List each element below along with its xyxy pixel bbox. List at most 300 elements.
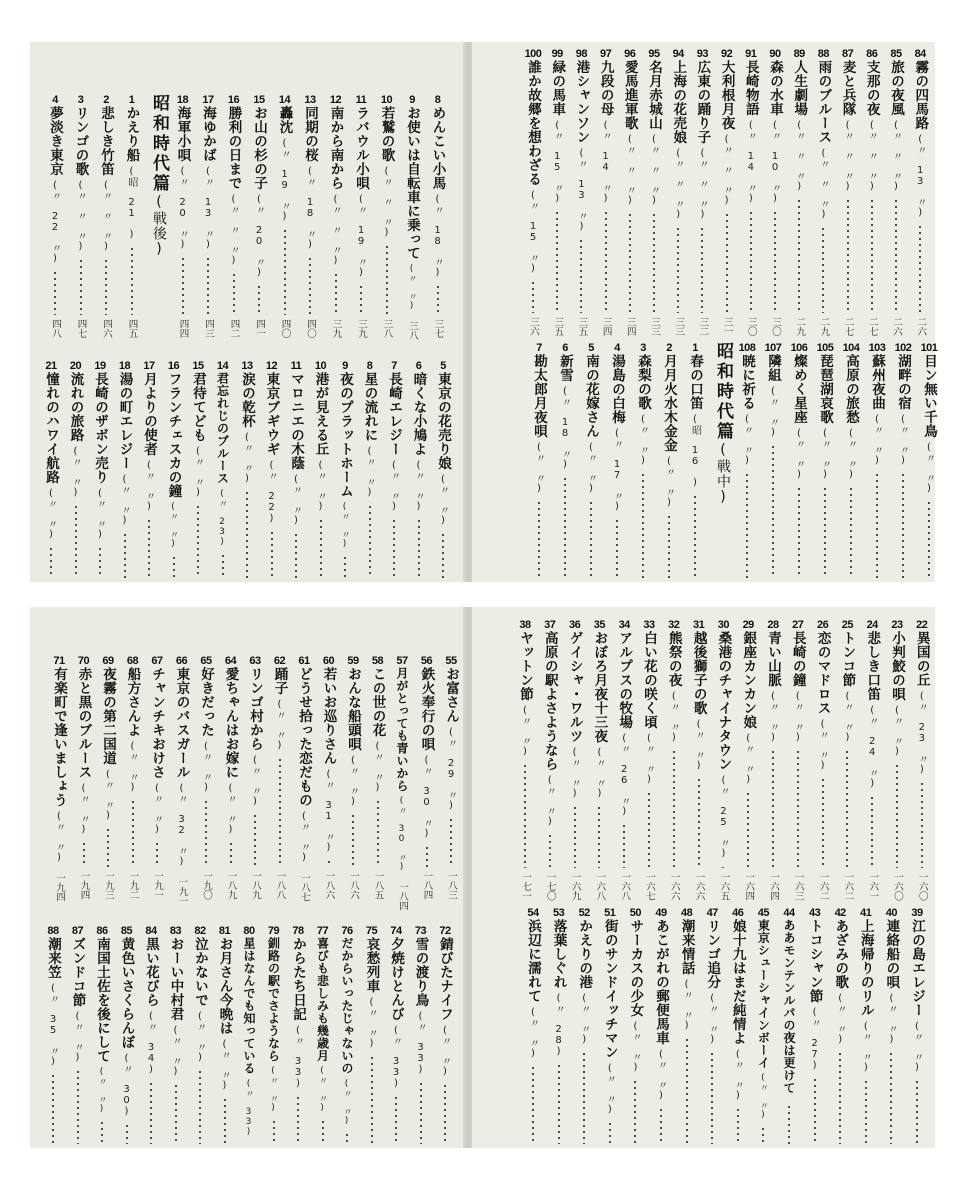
dot-leader	[377, 799, 379, 867]
entry-title: 港が見える丘	[312, 372, 329, 456]
entry-title: 小判鮫の唄	[889, 631, 905, 701]
entry-title: おんな船頭唄	[345, 667, 361, 751]
entry-page-number: 四一	[254, 319, 265, 338]
entry-number: 8	[366, 360, 373, 372]
entry-page-number: 一六二	[817, 871, 829, 900]
dot-leader	[101, 1120, 103, 1144]
entry-number: 68	[126, 655, 139, 667]
entry-number: 2	[103, 94, 109, 106]
entry-year: (〃 〃)	[767, 691, 779, 743]
dot-leader	[344, 555, 346, 578]
entry-number: 26	[816, 619, 829, 631]
toc-entry	[140, 925, 162, 1148]
entry-year: (〃 23 〃)	[916, 691, 928, 775]
dot-leader	[921, 781, 923, 868]
entry-number: 72	[439, 925, 451, 937]
entry-title: 黄色いさくらんぼ	[118, 937, 135, 1049]
entry-number: 27	[792, 619, 804, 631]
left-page	[30, 607, 466, 1148]
toc-entry	[432, 360, 454, 582]
entry-number: 88	[47, 925, 59, 937]
toc-entry	[546, 48, 568, 340]
entry-page-number: 四三	[203, 319, 214, 338]
toc-entry	[408, 360, 430, 582]
toc-entry	[840, 342, 862, 582]
entry-number: 25	[841, 619, 854, 631]
entry-year: (〃 〃)	[151, 783, 163, 835]
toc-entry	[40, 360, 62, 582]
entry-title: どうせ拾った恋だもの	[296, 667, 312, 807]
dot-leader	[271, 530, 273, 578]
section-heading	[146, 94, 172, 258]
entry-year: (〃 〃)	[78, 783, 89, 835]
entry-number: 6	[415, 360, 422, 372]
entry-title: 長崎のザボン売り	[92, 372, 108, 484]
entry-number: 50	[629, 907, 642, 919]
toc-entry	[788, 342, 810, 582]
toc-entry	[391, 655, 413, 911]
toc-entry	[236, 360, 258, 582]
entry-number: 14	[216, 360, 229, 372]
toc-entry	[385, 925, 407, 1148]
entry-title: 海軍小唄	[174, 106, 191, 162]
entry-title: この世の花	[369, 667, 386, 737]
entry-year: (〃 〃)	[891, 705, 903, 757]
entry-year: (〃 〃)	[290, 474, 302, 526]
toc-entry	[163, 360, 185, 582]
toc-entry	[336, 925, 358, 1148]
entry-year: (〃 26 〃)	[618, 733, 630, 817]
toc-entry	[554, 342, 576, 582]
entry-title: トンコ節	[839, 631, 856, 687]
dot-leader	[444, 1083, 446, 1144]
entry-page-number: 一六〇	[916, 871, 928, 900]
entry-page-number: 一六一	[867, 871, 879, 900]
entry-title: 隣組	[765, 354, 781, 382]
toc-entry	[632, 342, 654, 582]
entry-title: 同期の桜	[302, 106, 318, 162]
toc-entry	[740, 48, 762, 340]
entry-title: 恋のマドロス	[814, 631, 831, 715]
entry-title: 涙の乾杯	[239, 372, 255, 428]
entry-year: (〃 〃)	[72, 1011, 83, 1063]
entry-page-number: 一七一	[520, 871, 531, 900]
entry-year: (〃 〃)	[663, 456, 675, 508]
toc-entry	[410, 925, 432, 1148]
entry-year: (〃 〃)	[741, 414, 753, 466]
entry-year: (〃 〃)	[911, 1021, 923, 1073]
toc-entry	[274, 94, 296, 342]
toc-entry	[861, 619, 883, 904]
dot-leader	[673, 749, 675, 868]
entry-page-number: 一七〇	[544, 871, 556, 900]
toc-entry	[906, 907, 928, 1148]
entry-number: 103	[868, 342, 886, 354]
entry-year: (〃 15 〃)	[527, 190, 539, 274]
left-page	[30, 42, 466, 582]
toc-entry	[762, 619, 784, 904]
entry-number: 1	[128, 94, 135, 106]
entry-number: 52	[578, 907, 590, 919]
entry-title: 君忘れじのブルース	[215, 372, 230, 485]
dot-leader	[814, 1077, 816, 1144]
dot-leader	[711, 1051, 713, 1144]
entry-page-number: 三九	[356, 319, 367, 338]
dot-leader	[395, 1095, 397, 1144]
entry-year: (〃 29 〃)	[445, 727, 457, 811]
entry-title: 赤と黒のブルース	[75, 667, 92, 779]
dot-leader	[902, 472, 904, 578]
entry-year: (〃 14 〃)	[745, 120, 757, 204]
entry-page-number: 一六七	[644, 871, 655, 900]
toc-entry	[667, 48, 689, 340]
dot-leader	[254, 813, 256, 867]
dot-leader	[150, 1081, 152, 1144]
dot-leader	[686, 1037, 688, 1144]
dot-leader	[876, 472, 878, 578]
dot-leader	[126, 1123, 128, 1144]
entry-year: (〃 22)	[266, 460, 277, 524]
entry-number: 65	[200, 655, 212, 667]
dot-leader	[75, 504, 77, 578]
entry-year: (〃 〃)	[315, 460, 326, 512]
entry-number: 34	[618, 619, 630, 631]
toc-entry	[293, 655, 315, 903]
dot-leader	[295, 532, 297, 578]
entry-number: 9	[409, 94, 415, 106]
dot-leader	[746, 472, 748, 578]
entry-year: (〃 〃)	[249, 755, 261, 807]
entry-number: 94	[672, 48, 684, 60]
entry-page-number: 一八三	[446, 870, 457, 899]
entry-title: お山の杉の子	[251, 106, 267, 190]
entry-year: (〃 〃 〃)	[330, 194, 341, 266]
dot-leader	[846, 749, 848, 868]
entry-year: (〃 〃)	[643, 733, 655, 785]
entry-number: 10	[314, 360, 327, 372]
toc-entry	[299, 94, 321, 342]
toc-entry	[886, 619, 908, 904]
book-spread	[30, 42, 938, 582]
dot-leader	[798, 198, 800, 313]
entry-number: 4	[614, 342, 620, 354]
entry-title: 港シャンソン	[573, 60, 590, 144]
entry-page-number: 一六四	[743, 871, 755, 900]
dot-leader	[233, 272, 235, 315]
entry-year: (〃 〃)	[341, 1078, 352, 1126]
entry-title: 雨のブルース	[815, 60, 832, 144]
entry-number: 30	[717, 619, 730, 631]
toc-entry	[367, 655, 389, 903]
toc-entry	[138, 360, 160, 582]
toc-entry	[342, 655, 364, 903]
entry-year: (〃 24 〃)	[866, 705, 878, 789]
entry-number: 38	[519, 619, 531, 631]
entry-number: 1	[692, 342, 698, 354]
entry-year: (〃 〃)	[219, 1039, 230, 1091]
entry-title: 燦めく星座	[791, 354, 807, 424]
entry-page-number: 一六六	[668, 871, 680, 900]
dot-leader	[660, 1107, 662, 1144]
entry-number: 31	[692, 619, 705, 631]
dot-leader	[124, 532, 126, 578]
toc-entry	[814, 342, 836, 582]
toc-entry	[89, 360, 111, 582]
entry-year: (〃 33)	[243, 1078, 254, 1137]
dot-leader	[420, 1081, 422, 1144]
entry-number: 8	[434, 94, 441, 106]
entry-title: 東京シューシャインボーイ	[756, 919, 771, 1069]
entry-title: 暗くな小鳩よ	[410, 372, 427, 456]
entry-title: リンゴ追分	[704, 919, 721, 989]
entry-year: (〃 18 〃)	[432, 194, 443, 278]
entry-title: あざみの歌	[832, 919, 849, 989]
entry-number: 48	[680, 907, 693, 919]
entry-title: 霧の四馬路	[912, 60, 929, 130]
entry-title: 夢淡き東京	[47, 106, 63, 176]
entry-number: 49	[655, 907, 667, 919]
dot-leader	[698, 777, 700, 868]
dot-leader	[847, 198, 849, 313]
entry-number: 11	[290, 360, 302, 372]
entry-title: 哀愁列車	[363, 937, 380, 993]
entry-title: 広東の踊り子	[694, 60, 711, 144]
dot-leader	[442, 532, 444, 578]
toc-entry	[212, 360, 234, 582]
entry-number: 57	[396, 655, 408, 667]
entry-title: 高原の駅よさようなら	[541, 631, 558, 771]
entry-year: (〃 〃 〃)	[721, 134, 733, 206]
entry-title: 江の島エレジー	[909, 919, 925, 1017]
toc-entry	[737, 619, 759, 904]
entry-title: 愛ちゃんはお嫁に	[222, 667, 239, 779]
dot-leader	[77, 1069, 79, 1144]
entry-number: 98	[575, 48, 588, 60]
entry-year: (〃 〃)	[834, 993, 846, 1045]
entry-number: 95	[648, 48, 660, 60]
entry-number: 91	[745, 48, 757, 60]
entry-year: (〃 〃)	[53, 811, 65, 863]
entry-year: (〃 19 〃)	[355, 194, 367, 278]
entry-year: (〃 〃)	[655, 1049, 667, 1101]
toc-entry	[65, 360, 87, 582]
toc-entry	[778, 907, 800, 1148]
entry-title: 鉄火奉行の唄	[418, 667, 435, 751]
entry-year: (〃 〃)	[819, 428, 831, 480]
entry-title: 黒い花びら	[143, 937, 159, 1007]
dot-leader	[824, 486, 826, 578]
entry-title: 長崎の鐘	[789, 631, 806, 687]
dot-leader	[726, 212, 728, 313]
entry-year: (〃 〃 〃)	[75, 180, 86, 252]
toc-entry	[658, 342, 680, 582]
toc-entry	[909, 48, 931, 340]
dot-leader	[928, 500, 930, 578]
entry-page-number: 一八八	[274, 870, 286, 899]
dot-leader	[798, 486, 800, 578]
entry-title: 若鷲の歌	[378, 106, 395, 162]
entry-number: 88	[817, 48, 830, 60]
entry-title: 春の口笛	[687, 354, 703, 410]
entry-year: (〃 〃)	[885, 993, 897, 1045]
entry-number: 18	[176, 94, 189, 106]
entry-page-number: 三五	[576, 317, 588, 336]
entry-number: 102	[894, 342, 912, 354]
toc-entry	[121, 94, 143, 342]
entry-year: (〃 18 〃)	[304, 166, 316, 250]
entry-year: (〃 〃)	[413, 460, 424, 512]
entry-title: 新雪	[557, 354, 573, 382]
entry-number: 81	[218, 925, 231, 937]
toc-entry	[187, 360, 209, 582]
entry-page-number: 一八四	[421, 870, 433, 899]
entry-number: 18	[118, 360, 131, 372]
entry-title: トコシャン節	[806, 919, 823, 1003]
entry-title: 悲しき竹笛	[98, 106, 114, 176]
entry-year: (〃 〃)	[792, 691, 804, 743]
dot-leader	[634, 1079, 636, 1144]
toc-entry	[812, 48, 834, 340]
entry-title: 悲しき口笛	[864, 631, 881, 701]
entry-page-number: 一六三	[792, 871, 804, 900]
toc-entry	[248, 94, 270, 342]
entry-title: お富さん	[443, 667, 459, 723]
entry-page-number: 一六五	[718, 871, 730, 900]
entry-page-number: 一九三	[103, 870, 114, 899]
entry-title: 南国土佐を後にして	[94, 937, 110, 1063]
entry-page-number: 二九	[794, 317, 806, 336]
entry-number: 76	[341, 925, 353, 937]
entry-year: (〃 〃)	[668, 691, 680, 743]
entry-year: (〃 20 〃)	[253, 194, 265, 278]
entry-number: 93	[696, 48, 709, 60]
entry-number: 40	[885, 907, 898, 919]
toc-entry	[837, 48, 859, 340]
entry-title: 白い花の咲く頃	[641, 631, 657, 729]
entry-number: 3	[77, 94, 84, 106]
entry-title: お月さん今晩は	[216, 937, 233, 1035]
dot-leader	[309, 256, 311, 315]
dot-leader	[173, 555, 175, 578]
entry-year: (〃 13 〃)	[914, 134, 926, 218]
entry-number: 17	[143, 360, 155, 372]
entry-title: 旅の夜風	[888, 60, 904, 116]
entry-page-number: 三五	[552, 317, 564, 336]
toc-entry	[564, 619, 586, 904]
dot-leader	[297, 1095, 299, 1144]
dot-leader	[605, 210, 607, 313]
entry-year: (〃 35 〃)	[47, 983, 59, 1067]
toc-entry	[855, 907, 877, 1148]
entry-number: 6	[562, 342, 568, 354]
toc-entry	[752, 907, 774, 1148]
dot-leader	[772, 749, 774, 868]
dot-leader	[131, 246, 133, 315]
entry-number: 84	[145, 925, 157, 937]
dot-leader	[207, 256, 209, 315]
entry-number: 37	[544, 619, 556, 631]
entry-page-number: 一六八	[594, 871, 606, 900]
entry-number: 96	[624, 48, 636, 60]
dot-leader	[642, 472, 644, 578]
entry-title: 泣かないで	[192, 937, 208, 1007]
entry-number: 47	[706, 907, 718, 919]
dot-leader	[50, 546, 52, 578]
entry-title: リンゴの歌	[72, 106, 89, 176]
entry-page-number: 三〇	[745, 317, 757, 336]
entry-number: 35	[593, 619, 606, 631]
entry-number: 4	[52, 94, 58, 106]
toc-entry	[606, 342, 628, 582]
entry-title: ゲイシャ・ワルツ	[566, 631, 583, 743]
photo-bottom-spread	[0, 603, 961, 1148]
entry-page-number: 四〇	[279, 319, 291, 338]
entry-year: (〃 〃)	[406, 264, 417, 311]
entry-title: 星はなんでも知っている	[242, 937, 256, 1075]
entry-year: (〃 〃)	[317, 1066, 327, 1113]
entry-page-number: 四〇	[305, 319, 316, 338]
dot-leader	[197, 504, 199, 578]
entry-title: 東京の花売り娘	[435, 372, 451, 470]
right-page	[472, 607, 935, 1148]
entry-title: ああモンテンルパの夜は更けて	[782, 919, 796, 1094]
entry-number: 70	[77, 655, 90, 667]
entry-page-number: 二七	[842, 317, 854, 336]
entry-year: (〃 23)	[217, 488, 227, 547]
dot-leader	[199, 1069, 201, 1144]
entry-year: (〃 〃)	[817, 719, 829, 771]
entry-year: (〃 〃)	[96, 1067, 107, 1114]
dot-leader	[648, 791, 650, 868]
toc-entry	[788, 48, 810, 340]
entry-number: 54	[527, 907, 539, 919]
dot-leader	[839, 1051, 841, 1144]
entry-number: 69	[102, 655, 114, 667]
entry-page-number: 一九一	[176, 877, 188, 906]
toc-entry	[146, 655, 168, 903]
entry-year: (〃 〃 〃)	[866, 120, 878, 192]
entry-title: 東京ブギウギ	[263, 372, 280, 456]
entry-number: 87	[841, 48, 854, 60]
entry-number: 85	[120, 925, 133, 937]
entry-year: (〃 〃)	[527, 1007, 539, 1059]
entry-number: 56	[420, 655, 433, 667]
entry-number: 14	[278, 94, 291, 106]
entry-year: (〃 〃)	[693, 719, 705, 771]
entry-title: 銀座カンカン娘	[740, 631, 757, 729]
dot-leader	[871, 795, 873, 868]
toc-entry	[764, 48, 786, 340]
entry-title: 有楽町で逢いましょう	[51, 667, 67, 807]
entry-page-number: 一九四	[54, 873, 65, 902]
entry-year: (〃 30)	[121, 1053, 132, 1117]
entry-title: 星の流れに	[361, 372, 378, 442]
dot-leader	[850, 486, 852, 578]
dot-leader	[426, 845, 428, 867]
entry-number: 10	[380, 94, 393, 106]
dot-leader	[175, 1083, 177, 1144]
toc-entry	[359, 360, 381, 582]
entry-year: (〃 〃)	[170, 1025, 181, 1077]
entry-title: 勘太郎月夜唄	[531, 354, 547, 438]
entry-number: 11	[355, 94, 367, 106]
dot-leader	[750, 210, 752, 313]
entry-number: 106	[790, 342, 808, 354]
entry-number: 9	[342, 360, 348, 372]
entry-page-number: 一六二	[842, 871, 854, 900]
entry-number: 89	[793, 48, 805, 60]
entry-title: おぼろ月夜十三夜	[591, 631, 608, 743]
